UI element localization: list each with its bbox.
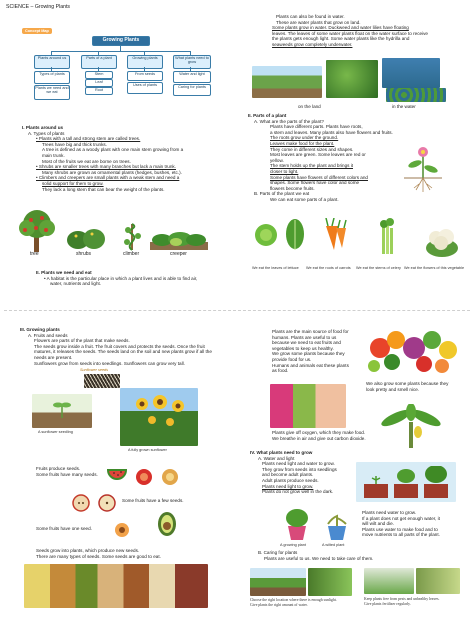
concept-sub-3-2: Uses of plants: [127, 82, 163, 94]
concept-sub-2-1: Stem: [85, 71, 113, 79]
carrots-picture: [318, 218, 352, 252]
caption-carrots: We eat the roots of carrots: [306, 266, 351, 270]
banana-plant-picture: [376, 404, 446, 448]
text-line: Some fruits have a few seeds.: [122, 498, 184, 503]
cauliflower-picture: [424, 224, 460, 258]
land-photo-2: [326, 60, 378, 98]
wilted-plant-pot: [322, 506, 352, 542]
text-line: Trees have big and thick trunks.: [42, 141, 107, 147]
section-what-plants-need: [250, 450, 337, 495]
section-heading: II. Parts of a plant: [248, 113, 287, 118]
text-line: The seeds grow inside a fruit. The fruit covers and protects the seeds. Once the fruit: [34, 343, 205, 349]
text-line: Plants need light and water to grow.: [262, 461, 335, 467]
text-line: Leaves make food for the plant.: [270, 140, 335, 146]
section-caring: [258, 550, 373, 561]
text-line: We also grow some plants because they: [366, 381, 449, 386]
text-line: flowers become fruits.: [270, 185, 315, 191]
text-line: look pretty and smell nice.: [366, 386, 420, 392]
peach-picture: [112, 520, 132, 538]
concept-head-2: Parts of a plant: [81, 55, 117, 69]
text-line: The roots grow under the ground.: [270, 135, 339, 141]
caption-lettuce: We eat the leaves of lettuce: [252, 266, 299, 270]
apple-picture: [70, 492, 92, 512]
text-line: If a plant does not get enough water, it: [362, 515, 440, 521]
avocado-picture: [156, 508, 178, 538]
concept-sub-2-3: Root: [85, 87, 113, 95]
text-line: and become adult plants.: [262, 472, 314, 478]
text-line: They come in different sizes and shapes.: [270, 146, 354, 152]
text-line: main trunk.: [42, 152, 65, 158]
text-line: Plants use water to make food and to: [362, 526, 438, 532]
concept-map: [25, 29, 213, 112]
plant-parts-diagram: [400, 144, 446, 194]
text-line: Plants can also be found in water.: [276, 14, 345, 19]
subheading: B. Parts of the plant we eat: [254, 191, 310, 197]
caring-photo-4: [416, 568, 460, 594]
text-line: We grow some plants because they: [272, 351, 345, 357]
page-title: SCIENCE – Growing Plants: [6, 4, 71, 10]
caption-shrubs: shrubs: [76, 251, 92, 257]
caption-caring-1a: Choose the right location where there is enough sunlight.: [250, 598, 337, 602]
caption-creeper: creeper: [170, 251, 187, 257]
land-photo-1: [252, 66, 322, 98]
text-line: They grow from seeds into seedlings: [262, 466, 337, 472]
caption-wilted-plant: A wilted plant: [322, 543, 345, 547]
text-line: yellow.: [270, 157, 284, 163]
text-line: matures, it releases the seeds. The seeds land on the soil and new plants grow if all the: [34, 349, 212, 355]
concept-sub-4-1: Water and light: [173, 71, 211, 83]
section-plants-around-us: [22, 125, 183, 192]
text-line: Some plants have flowers of different colors and: [270, 174, 368, 180]
text-line: These are water plants that grow on land.: [276, 19, 361, 25]
concept-sub-2-2: Leaf: [85, 79, 113, 87]
page-divider: [4, 310, 470, 311]
text-line: a stem and leaves. Many plants also have flowers and fruits.: [270, 129, 393, 135]
tree-illustration: [16, 208, 58, 254]
text-line: A tree is defined as a woody plant with one main stem growing from a: [42, 147, 184, 153]
text-line: Sunflowers grow from seeds into seedlings. Sunflowers can grow very tall.: [34, 360, 185, 366]
caption-tree: tree: [30, 251, 39, 257]
concept-head-4: What plants need to grow: [173, 55, 211, 69]
text-line: humans. Plants are useful to us: [272, 334, 337, 340]
text-line: Seeds grow into plants, which produce new seeds.: [36, 548, 140, 553]
text-line: Most of the fruits we eat are borne on trees.: [42, 158, 131, 164]
subheading: A. What are the parts of the plant?: [254, 118, 324, 124]
text-line: closer to light.: [270, 168, 299, 174]
plants-as-food-text: [272, 329, 349, 374]
text-line: needs are present.: [34, 354, 73, 360]
text-line: Plants do not grow well in the dark.: [262, 489, 334, 495]
caption-growing-plant: A growing plant: [280, 543, 306, 547]
text-line: • Climbers and creepers are small plants with a weak stem and need a: [36, 175, 180, 181]
concept-sub-3-1: From seeds: [127, 71, 163, 81]
caring-photo-1: [250, 568, 306, 596]
text-line: will wilt and die.: [362, 521, 394, 527]
text-line: as food.: [272, 368, 289, 374]
caption-caring-2b: Give plants fertilizer regularly.: [364, 602, 411, 606]
text-line: shapes. Some flowers have color and some: [270, 180, 360, 186]
caption-caring-1b: Give plants the right amount of water.: [250, 603, 308, 607]
concept-head-1: Plants around us: [34, 55, 70, 69]
subheading: A. Water and light: [258, 455, 295, 461]
caption-caring-2a: Keep plants free from pests and unhealthy leaves.: [364, 597, 440, 601]
text-line: • A habitat is the particular place in which a plant lives and is able to find air,: [44, 275, 198, 281]
edible-seeds-photo: [24, 564, 208, 608]
caring-photo-2: [308, 568, 352, 596]
text-line: Many shrubs are grown as ornamental plants (hedges, bushes, etc.).: [42, 169, 182, 175]
text-line: Adult plants produce seeds.: [262, 477, 319, 483]
section-heading: I. Plants around us: [22, 125, 64, 130]
subheading: A. Types of plants: [28, 130, 65, 136]
text-line: Plants are useful to us. We need to take care of them.: [264, 555, 374, 561]
text-line: provide food for us.: [272, 356, 312, 362]
text-line: Plants have different parts. Plants have roots,: [270, 124, 363, 130]
concept-sub-1-2: Plants we need and we eat: [34, 85, 70, 100]
shrubs-illustration: [66, 226, 106, 250]
subheading: B. Caring for plants: [258, 550, 298, 555]
section-heading: IV. What plants need to grow: [250, 450, 313, 455]
lettuce-leaf-picture: [284, 218, 306, 252]
text-line: We breathe in air and give out carbon dioxide.: [272, 435, 366, 441]
section-growing-plants: [20, 327, 212, 366]
section-plants-we-need: [36, 270, 197, 287]
caption-on-land: on the land: [298, 104, 321, 109]
seeds-text: [36, 548, 161, 559]
caring-photo-3: [364, 568, 414, 594]
climber-illustration: [118, 222, 148, 252]
caption-celery: We eat the stems of celery: [356, 266, 401, 270]
text-line: Some plants grow in water. Duckweed and water lilies have floating: [272, 25, 409, 31]
text-line: Plants need water to grow.: [362, 510, 417, 515]
section-heading: II. Plants we need and eat: [36, 270, 92, 275]
tomato-picture: [134, 466, 154, 486]
text-line: Most leaves are green. Some leaves are red or: [270, 152, 366, 158]
text-line: They lack a long stem that can bear the weight of the plants.: [42, 186, 165, 192]
water-photo-2: [386, 88, 446, 102]
lettuce-picture: [252, 220, 280, 248]
oxygen-text: [272, 430, 366, 441]
growing-plant-pot: [282, 506, 312, 542]
text-line: solid support for them to grow.: [42, 180, 104, 186]
text-line: Flowers are parts of the plant that make seeds.: [34, 338, 130, 344]
girl-smelling-flower-photo: [270, 384, 346, 428]
water-photo-1: [382, 58, 440, 88]
text-line: move nutrients to all parts of the plant.: [362, 532, 440, 538]
concept-sub-4-2: Caring for plants: [173, 84, 211, 96]
pumpkin-picture: [160, 466, 180, 486]
text-line: Some fruits have one seed.: [36, 526, 92, 531]
caption-in-water: in the water: [392, 104, 416, 109]
sunflowers-icon: [130, 394, 190, 438]
apple-half-picture: [96, 492, 118, 512]
caption-climber: climber: [123, 251, 140, 257]
caption-flowers: We eat the flowers of this vegetable: [404, 266, 465, 270]
creeper-illustration: [150, 226, 208, 250]
text-line: We can eat some parts of a plant.: [270, 196, 339, 202]
ornamental-text: [366, 381, 448, 392]
text-line: Plants are the main source of food for: [272, 329, 349, 334]
text-line: Some fruits have many seeds.: [36, 471, 98, 477]
text-line: Plants give off oxygen, which they make food.: [272, 430, 366, 435]
section-parts-of-plant: [248, 113, 393, 203]
text-line: Plants need light to grow.: [262, 483, 314, 489]
caption-seedling: A sunflower seedling: [38, 430, 73, 434]
text-line: • Shrubs are smaller trees with many branches but lack a main trunk.: [36, 164, 176, 170]
text-line: because we need to eat fruits and: [272, 340, 341, 346]
text-line: The stem holds up the plant and brings it: [270, 163, 353, 169]
celery-picture: [376, 216, 398, 256]
seedling-icon: [52, 398, 72, 418]
water-need-text: [362, 510, 440, 538]
watermelon-picture: [106, 466, 128, 486]
concept-map-badge: Concept Map: [22, 28, 52, 34]
text-line: seaweeds grow completely underwater.: [272, 41, 353, 47]
text-line: Humans and animals eat these plants: [272, 362, 349, 368]
caption-grown: A fully grown sunflower: [128, 448, 167, 452]
text-line: • Plants with a tall and strong stem are called trees.: [36, 136, 141, 142]
section-heading: III. Growing plants: [20, 327, 60, 332]
text-line: vegetables to keep us healthy.: [272, 345, 334, 351]
concept-sub-1-1: Types of plants: [34, 71, 70, 84]
concept-head-3: Growing plants: [127, 55, 163, 69]
subheading: A. Fruits and seeds: [28, 332, 68, 338]
fruit-vegetables-picture: [362, 318, 462, 378]
text-line: There are many types of seeds. Some seeds are good to eat.: [36, 553, 161, 559]
concept-map-title: Growing Plants: [92, 36, 150, 46]
sunflower-seeds-photo: [84, 374, 120, 388]
water-plants-text: [246, 14, 428, 48]
text-line: water, nutrients and light.: [50, 281, 102, 287]
seed-label: Sunflower seeds: [80, 368, 109, 372]
text-line: Fruits produce seeds.: [36, 466, 81, 471]
fruit-seeds-text: [36, 466, 98, 477]
text-line: leaves. The leaves of some water plants float on the water surface to receive: [272, 30, 428, 36]
text-line: the plants gets enough light. Some water plants like the hydrilla and: [272, 36, 410, 42]
seedling-pots-picture: [360, 466, 452, 500]
